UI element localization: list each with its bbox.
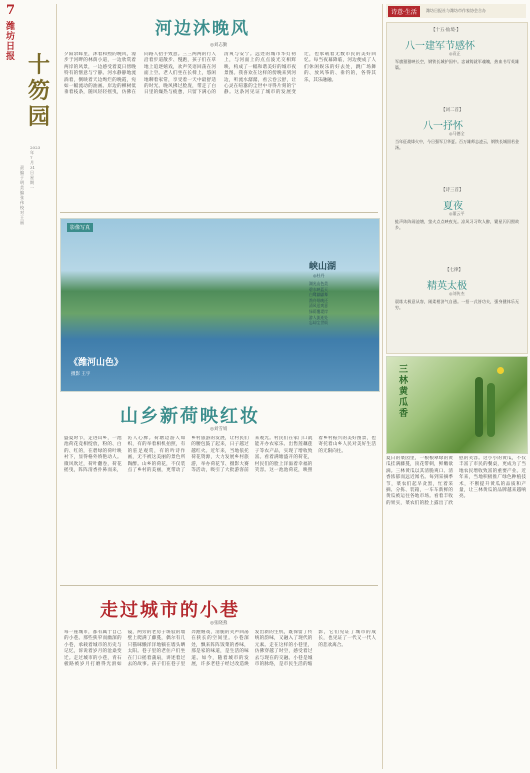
article-byline: ◎刘志勤 — [210, 43, 228, 48]
article-body: 盛夏时节，走进山乡，一池池荷花竞相绽放，粉的、白的、红的，在碧绿的荷叶映衬下，显得格外娇艳动人。微风吹过，荷叶翻卷，荷花摇曳，阵阵清香扑鼻而来，沁人心脾。荷塘边游人如织，有的举着相机拍照，有的驻足观赏，有的吟诗作画，无不被这美丽的景色所陶醉。山乡的荷花，不仅装点了乡村的美丽，更带动了乡村旅游的发展，让村民们的腰包鼓了起来，日子越过越红火。近年来，当地依托荷花资源，大力发展乡村旅游，举办荷花节、摄影大赛等活动，吸引了大批游客前来观光。村民们在家门口就能开办农家乐、出售莲藕莲子等农产品，实现了增收致富。看着满塘盛开的荷花，村民们的脸上洋溢着幸福的笑容。这一池池荷花，映照着乡村振兴的美好图景，也寄托着山乡人民对美好生活的无限向往。 — [64, 436, 376, 474]
photo-caption: 《潍河山色》 — [69, 358, 124, 368]
landscape-photo — [60, 218, 380, 392]
cucumber-shape — [487, 383, 495, 437]
article-evening-breeze — [60, 4, 378, 209]
poem-line: 湖光山色美 — [309, 281, 328, 286]
poem-label: 【词二首】 — [441, 108, 464, 113]
poem-lake — [301, 259, 361, 349]
poem-title: 精英太极 — [427, 281, 467, 292]
photo-title: 三林黄瓜香 — [399, 365, 409, 419]
photo-label: 影像写真 — [67, 223, 93, 232]
poem-author: ◎董云平 — [449, 211, 465, 216]
article-byline: ◎刘雪娟 — [210, 427, 228, 432]
masthead-divider — [56, 4, 57, 769]
poem-line: 白鹭翩翩舞 — [309, 292, 328, 298]
date-line: 2023年7月31日 星期一 — [30, 145, 41, 190]
poem-item — [387, 267, 527, 347]
cucumber-photo — [386, 356, 528, 454]
right-column-header — [386, 4, 526, 18]
page-number: 7 — [6, 3, 16, 18]
paper-name: 潍坊日报 — [6, 22, 16, 62]
header-label: 诗意·生活 — [388, 6, 420, 17]
poem-label: 【诗三首】 — [441, 188, 464, 193]
poem-text: 军旗猎猎映长空，钢铁长城护国中。忠诚铸就军魂魄，热血书写英雄篇。 — [395, 59, 519, 70]
poem-label: 【十五·仙境·】 — [431, 28, 461, 33]
cucumber-article-body: 夏日的菜园里，一根根翠绿的黄瓜挂满藤蔓，顶花带刺，鲜嫩欲滴。三林黄瓜以其清脆爽口、清香浓郁而远近闻名。每到采摘季节，菜农们起早贪黑，忙着采摘、分拣、装箱，一车车新鲜的黄瓜被运往各地市场。看着丰收的果实，菜农们的脸上露出了欣慰的笑容。这小小的黄瓜，不仅丰富了市民的餐桌，更成为了当地农民增收致富的重要产业。近年来，当地积极推广绿色种植技术，不断提升黄瓜的品质和产量，让三林黄瓜的品牌越来越响亮。 — [386, 456, 526, 506]
poem-text: 蛙声阵阵闹池塘，萤火点点映夜光。凉风习习吹人醉，繁星闪闪照故乡。 — [395, 219, 519, 230]
article-body: 每一座城市，都有属于自己的小巷。那些狭窄而幽深的小巷，承载着城市的历史与记忆，诉说着岁月的沧桑变迁。走过城市的小巷，青石板路被岁月打磨得光滑如镜，两旁的老房子斑驳的墙壁上爬满了藤蔓，偶尔有几只猫咪懒洋洋地躺在墙头晒太阳。巷子里的老住户们坐在门口摇着蒲扇，讲述着过去的故事。孩子们在巷子里奔跑嬉戏，清脆的笑声回荡在狭长的空间里。小巷深处，飘来阵阵饭菜的香味，那是家的味道，是生活的味道。如今，随着城市的发展，许多老巷子经过改造焕发出新的生机，既保留了传统的韵味，又融入了现代的元素。走在这样的小巷里，仿佛穿越了时空，感受着过去与现在的交融。小巷是城市的脉络，是市民生活的缩影，它们见证了城市的成长，也见证了一代又一代人的悲欢离合。 — [64, 630, 376, 668]
poem-item — [387, 187, 527, 265]
cucumber-shape — [475, 377, 483, 437]
poem-title: 八一抒怀 — [423, 121, 463, 132]
poem-title: 夏夜 — [443, 201, 463, 212]
article-title: 走过城市的小巷 — [100, 600, 240, 621]
poem-label: 【七律】 — [445, 268, 463, 273]
poem-title: 峡山湖 — [309, 262, 337, 272]
right-column-divider — [382, 4, 383, 769]
column-title: 十笏园 — [28, 52, 51, 130]
article-title: 河边沐晚风 — [155, 19, 250, 39]
section-divider — [60, 212, 378, 213]
poem-text: 晨练太极意从容，刚柔相济气自通。一招一式皆功夫，强身健体乐无穷。 — [395, 299, 519, 310]
article-alley — [60, 588, 378, 768]
header-note: 潍坊日报社与潍坊市作家协会合办 — [426, 8, 486, 13]
poem-item — [387, 107, 527, 185]
flower-icon — [497, 367, 504, 374]
article-body: 夕阳余晖里，沐着和煦的晚风，漫步于河畔的林荫小道，一边欣赏着两岸的风景，一边感受着夏日傍晚特有的惬意与宁静。河水静静地流淌着，倒映着天边绚烂的晚霞，宛如一幅流动的油画。岸边的柳树低垂着枝条，随风轻轻摇曳，仿佛在向路人招手致意。三三两两的行人沿着步道散步、慢跑，孩子们在草地上追逐嬉戏，欢声笑语回荡在河面上空。老人们坐在长椅上，悠闲地聊着家常，享受着一天中最舒适的时光。晚风拂过脸庞，带走了白日里的燥热与疲惫，只留下满心的清爽与安宁。远处的城市华灯初上，与河面上的点点波光交相辉映，构成了一幅和谐美好的城市夜景图。我喜欢在这样的傍晚来到河边，听流水潺潺，看云卷云舒，让心灵在喧嚣的尘世中寻得片刻的宁静。这条河见证了城市的发展变迁，也承载着无数市民的美好回忆。每当夜幕降临，河边便成了人们休闲娱乐的好去处，跳广场舞的、放风筝的、垂钓的，各得其乐，其乐融融。 — [64, 52, 376, 96]
poem-author: ◎刘传杰 — [449, 291, 465, 296]
section-divider — [60, 585, 378, 586]
poem-item — [387, 27, 527, 105]
poem-line: 忘却尘世烦 — [309, 320, 328, 326]
article-lotus — [60, 394, 378, 582]
poem-line: 绿荫覆堤岸 — [309, 308, 328, 314]
poem-title: 八一建军节感怀 — [405, 41, 475, 52]
poem-line: 碧水映蓝天 — [309, 286, 328, 292]
poem-text: 当年征战烽火中，今日强军卫华夏。百万雄师志凌云，钢铁长城固若金汤。 — [395, 139, 519, 150]
poem-lines — [309, 281, 355, 326]
editor-line: 责编 于明 美编 张伟 校对 王丽 — [20, 165, 24, 225]
poems-box — [386, 22, 528, 354]
poem-author: ◎袁正 — [449, 51, 461, 56]
article-byline: ◎张晓燕 — [210, 621, 228, 626]
photo-credit: 摄影 王宇 — [71, 372, 91, 377]
article-title: 山乡新荷映红妆 — [120, 406, 260, 427]
poem-line: 游人流连处 — [309, 314, 328, 320]
poem-line: 渔舟唱晚还 — [309, 297, 328, 303]
poem-author: ◎马德全 — [449, 131, 465, 136]
poem-author: ◎杜丹 — [313, 273, 325, 278]
poem-line: 清风送爽意 — [309, 303, 328, 309]
